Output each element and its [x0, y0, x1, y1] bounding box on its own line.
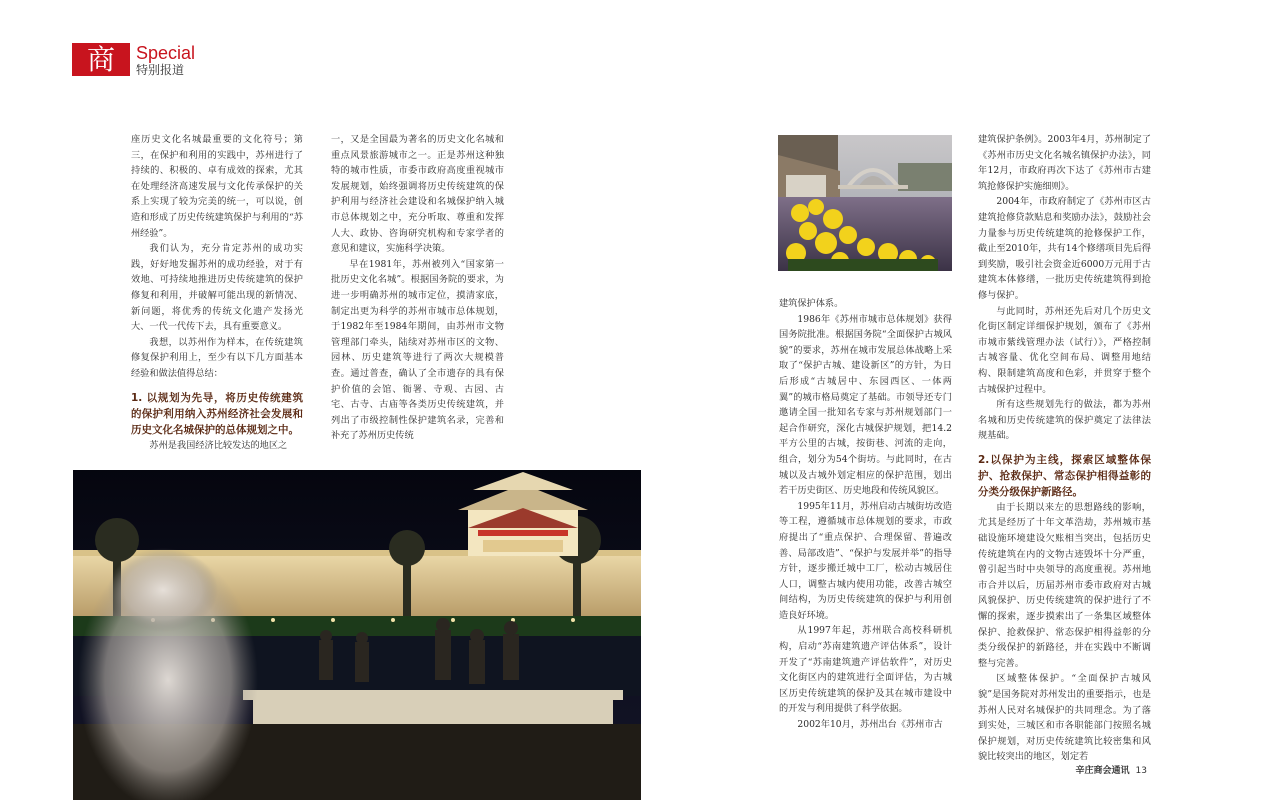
paragraph: 一，又是全国最为著名的历史文化名城和重点风景旅游城市之一。正是苏州这种独特的城市性质，市委市政府高度重视城市发展规划，始终强调将历史传统建筑的保护利用与经济社会建设和名城保护纳入城市总体规划之中，充分听取、尊重和发挥人大、政协、咨询研究机构和专家学者的意见和建议，实施科学决策。 [331, 134, 504, 255]
section-heading-2: 2.以保护为主线，探索区域整体保护、抢救保护、常态保护相得益彰的分类分级保护新路径。 [978, 453, 1151, 498]
paragraph: 早在1981年，苏州被列入“国家第一批历史文化名城”。根据国务院的要求，为进一步明确苏州的城市定位，摸清家底，制定出更为科学的苏州市城市总体规划，于1982年至1984年期间，由苏州市文物管理部门牵头，陆续对苏州市区的文物、园林、历史建筑等进行了两次大规模普查。通过普查，确认了全市遗存的具有保护价值的会馆、衙署、寺观、古园、古宅、古寺、古庙等各类历史传统建筑，并列出了市级控制性保护建筑名录，完善和补充了苏州历史传统 [331, 258, 504, 442]
paragraph: 我想，以苏州作为样本，在传统建筑修复保护利用上，至少有以下几方面基本经验和做法值得总结： [131, 336, 303, 379]
section-title-cn: 特别报道 [136, 63, 185, 77]
logo-char: 商 [86, 42, 115, 76]
paragraph: 2002年10月，苏州出台《苏州市古 [797, 719, 943, 731]
paragraph: 座历史文化名城最重要的文化符号；第三，在保护和利用的实践中，苏州进行了持续的、积极的、卓有成效的探索，尤其在处理经济高速发展与文化传承保护的关系上实现了较为完美的统一，可以说，创造和形成了历史传统建筑保护与利用的“苏州经验”。 [131, 134, 303, 239]
paragraph: 苏州是我国经济比较发达的地区之 [149, 439, 288, 451]
text-column-4 [978, 132, 1151, 765]
page-footer [1076, 763, 1147, 776]
paragraph: 2004年，市政府制定了《苏州市区古建筑抢修贷款贴息和奖励办法》，鼓励社会力量参与历史传统建筑的抢修保护工作，截止至2010年，共有14个修缮项目先后得到奖励，吸引社会资金近6000万元用于古建筑本体修缮，一批历史传统建筑得到抢修与保护。 [978, 196, 1151, 301]
paragraph: 区域整体保护。“全面保护古城风貌”是国务院对苏州发出的重要指示，也是苏州人民对名城保护的共同理念。为了落到实处，三城区和市各职能部门按照名城保护规划，对历史传统建筑比较密集和风貌比较突出的地区，划定若 [978, 673, 1151, 763]
paragraph: 由于长期以来左的思想路线的影响，尤其是经历了十年文革浩劫，苏州城市基础设施环境建设欠账相当突出，包括历史传统建筑在内的文物古迹毁坏十分严重，曾引起当时中央领导的高度重视。苏州地市合并以后，历届苏州市委市政府对古城风貌保护、历史传统建筑的保护进行了不懈的探索，逐步摸索出了一条集区域整体保护、抢救保护、常态保护相得益彰的分类分级保护的新路径，并在实践中不断调整与完善。 [978, 501, 1151, 669]
paragraph: 1986年《苏州市城市总体规划》获得国务院批准。根据国务院“全面保护古城风貌”的要求，苏州在城市发展总体战略上采取了“保护古城、建设新区”的方针，为日后形成“古城居中、东园西区、一体两翼”的城市格局奠定了基础。市领导还专门邀请全国一批知名专家与苏州规划部门一起合作研究，深化古城保护规划，把14.2平方公里的古城，按街巷、河流的走向，组合，划分为54个街坊。与此同时，在古城以及古城外划定相应的保护范围，划出若干历史街区、历史地段和传统风貌区。 [779, 313, 952, 497]
night-city-gate-photo [73, 470, 641, 800]
paragraph: 建筑保护条例》。2003年4月，苏州制定了《苏州市历史文化名城名镇保护办法》，同年12月，市政府再次下达了《苏州市古建筑抢修保护实施细则》。 [978, 134, 1151, 192]
canal-bridge-photo [778, 135, 952, 271]
page-number: 13 [1135, 766, 1147, 776]
paragraph: 我们认为，充分肯定苏州的成功实践，好好地发掘苏州的成功经验，对于有效地、可持续地推进历史传统建筑的保护修复和利用，并破解可能出现的新情况、新问题，将优秀的传统文化遗产发扬光大、一代一代传下去，具有重要意义。 [131, 243, 303, 333]
paragraph: 所有这些规划先行的做法，都为苏州名城和历史传统建筑的保护奠定了法律法规基础。 [978, 399, 1151, 442]
paragraph: 从1997年起，苏州联合高校科研机构，启动“苏南建筑遗产评估体系”，设计开发了“苏南建筑遗产评估软件”，对历史文化街区内的建筑进行全面评估，为古城区历史传统建筑的保护及其在城市建设中的开发与利用提供了科学依据。 [779, 625, 952, 715]
section-heading-1: 1. 以规划为先导，将历史传统建筑的保护利用纳入苏州经济社会发展和历史文化名城保护的总体规划之中。 [131, 391, 303, 436]
text-column-3 [779, 296, 952, 733]
night-city-gate-illustration [73, 470, 641, 800]
paragraph: 与此同时，苏州还先后对几个历史文化街区制定详细保护规划，颁布了《苏州市城市紫线管理办法（试行）》，严格控制古城容量、优化空间布局、调整用地结构、限制建筑高度和色彩，并贯穿于整个古城保护过程中。 [978, 305, 1151, 395]
section-title-en: Special [136, 43, 196, 63]
text-column-1 [131, 132, 303, 453]
publication-name: 辛庄商会通讯 [1075, 766, 1130, 776]
paragraph: 1995年11月，苏州启动古城街坊改造等工程，遵循城市总体规划的要求，市政府提出了“重点保护、合理保留、普遍改善、局部改造”、“保护与发展并举”的指导方针，逐步搬迁城中工厂，松动古城居住人口，调整古城内使用功能，改善古城空间结构，为历史传统建筑的保护与利用创造良好环境。 [779, 500, 952, 621]
paragraph: 建筑保护体系。 [779, 298, 844, 309]
text-column-2 [331, 132, 504, 444]
logo-mark [72, 43, 130, 76]
canal-bridge-illustration [778, 135, 952, 271]
